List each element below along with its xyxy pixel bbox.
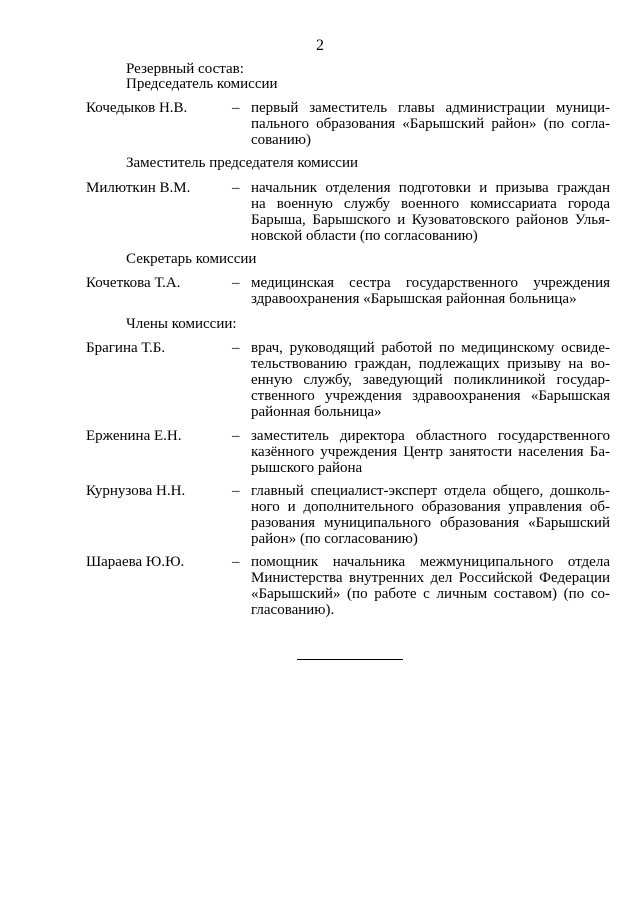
member-position	[251, 180, 610, 244]
position-line: помощник начальника межмуниципального отдела	[251, 554, 610, 570]
dash: –	[232, 100, 240, 116]
position-line: Барыша, Барышского и Кузоватовского районов Улья-	[251, 212, 610, 228]
position-line: первый заместитель главы администрации муници-	[251, 100, 610, 116]
position-line: пального образования «Барышский район» (по согла-	[251, 116, 610, 132]
position-line: рышского района	[251, 460, 363, 476]
position-line: новской области (по согласованию)	[251, 228, 478, 244]
position-line: на военную службу военного комиссариата города	[251, 196, 610, 212]
member-position	[251, 100, 610, 148]
heading-chairman: Председатель комиссии	[126, 76, 278, 92]
page-number: 2	[316, 37, 324, 54]
position-line: разования муниципального образования «Барышский	[251, 515, 610, 531]
end-divider-line	[297, 659, 403, 660]
member-name: Курнузова Н.Н.	[86, 483, 186, 499]
position-line: тельствованию граждан, подлежащих призыву на во-	[251, 356, 610, 372]
dash: –	[232, 340, 240, 356]
member-position	[251, 483, 610, 547]
position-line: врач, руководящий работой по медицинскому освиде-	[251, 340, 610, 356]
member-name: Кочеткова Т.А.	[86, 275, 181, 291]
position-line: здравоохранения «Барышская районная больница»	[251, 291, 577, 307]
member-name: Ерженина Е.Н.	[86, 428, 182, 444]
position-line: начальник отделения подготовки и призыва граждан	[251, 180, 610, 196]
position-line: район» (по согласованию)	[251, 531, 418, 547]
member-name: Брагина Т.Б.	[86, 340, 166, 356]
heading-secretary: Секретарь комиссии	[126, 251, 257, 267]
dash: –	[232, 180, 240, 196]
heading-members: Члены комиссии:	[126, 316, 237, 332]
position-line: медицинская сестра государственного учреждения	[251, 275, 610, 291]
position-line: енную службу, заведующий поликлиникой государ-	[251, 372, 610, 388]
member-name: Кочедыков Н.В.	[86, 100, 188, 116]
dash: –	[232, 428, 240, 444]
position-line: «Барышский» (по работе с личным составом) (по со-	[251, 586, 610, 602]
member-position	[251, 554, 610, 618]
member-position	[251, 340, 610, 420]
position-line: гласованию).	[251, 602, 335, 618]
dash: –	[232, 483, 240, 499]
position-line: ного и дополнительного образования управления об-	[251, 499, 610, 515]
position-line: районная больница»	[251, 404, 382, 420]
member-name: Шараева Ю.Ю.	[86, 554, 185, 570]
heading-reserve: Резервный состав:	[126, 61, 244, 77]
position-line: сованию)	[251, 132, 311, 148]
position-line: Министерства внутренних дел Российской Федерации	[251, 570, 610, 586]
member-position	[251, 428, 610, 476]
member-position	[251, 275, 610, 307]
position-line: заместитель директора областного государственного	[251, 428, 610, 444]
heading-deputy: Заместитель председателя комиссии	[126, 155, 359, 171]
dash: –	[232, 275, 240, 291]
position-line: казённого учреждения Центр занятости населения Ба-	[251, 444, 610, 460]
member-name: Милюткин В.М.	[86, 180, 191, 196]
position-line: ственного учреждения здравоохранения «Барышская	[251, 388, 610, 404]
position-line: главный специалист-эксперт отдела общего, дошколь-	[251, 483, 610, 499]
dash: –	[232, 554, 240, 570]
